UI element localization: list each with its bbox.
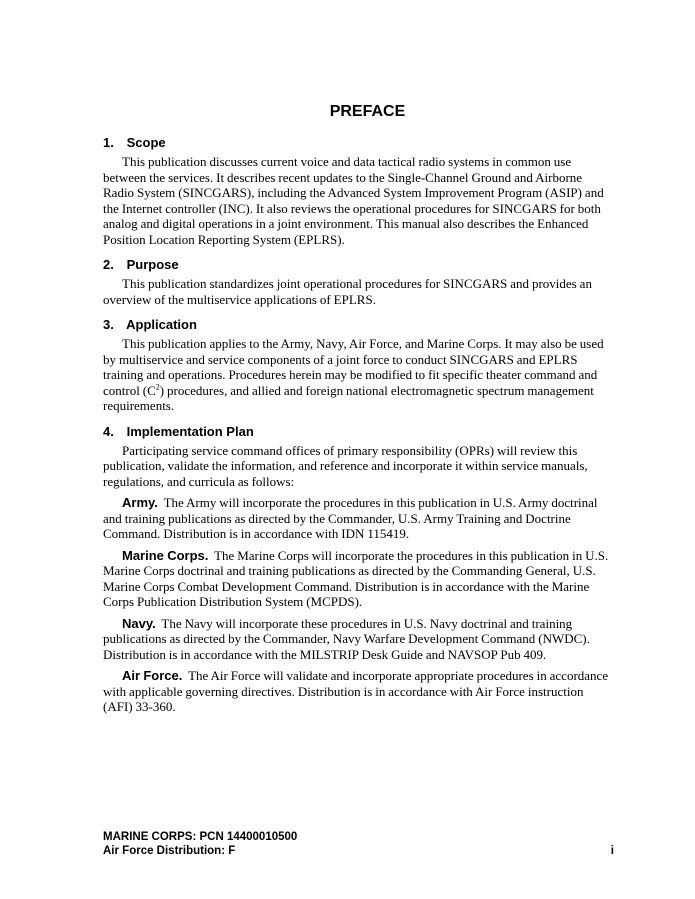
section-heading: 2. Purpose	[103, 257, 179, 272]
document-body	[103, 135, 613, 725]
section-heading: 3. Application	[103, 317, 197, 332]
section-application	[103, 317, 613, 414]
section-purpose	[103, 257, 613, 307]
section-heading: 4. Implementation Plan	[103, 423, 254, 439]
subsection-marine-corps: Marine Corps. The Marine Corps will incorporate the procedures in this publication in U.S. Marine Corps doctrinal and training publications as directed by the Commanding General, U.S. Marine Corps Combat Development Command. Distribution is in accordance with the Marine Corps Publication Distribution System (MCPDS).	[103, 547, 609, 609]
subsection-army: Army. The Army will incorporate the procedures in this publication in U.S. Army doctrinal and training publications as directed by the Commander, U.S. Army Training and Doctrine Command. Distribution is in accordance with IDN 115419.	[103, 495, 598, 541]
section-heading: 1. Scope	[103, 135, 166, 150]
footer-distribution: Air Force Distribution: F	[103, 844, 236, 857]
subsection-navy: Navy. The Navy will incorporate these procedures in U.S. Navy doctrinal and training publications as directed by the Commander, Navy Warfare Development Command (NWDC). Distribution is in accordance with the MILSTRIP Desk Guide and NAVSOP Pub 409.	[103, 615, 590, 662]
page-footer	[103, 831, 614, 858]
footer-pcn: MARINE CORPS: PCN 14400010500	[103, 831, 298, 843]
section-paragraph: This publication applies to the Army, Navy, Air Force, and Marine Corps. It may also be used by multiservice and service components of a joint force to conduct SINCGARS and EPLRS training and operations. Procedures herein may be modified to fit specific theater command and control $(C^2)$ procedures, and allied and foreign national electromagnetic spectrum management requirements.	[103, 336, 604, 413]
subsection-air-force: Air Force. The Air Force will validate and incorporate appropriate procedures in accordance with applicable governing directives. Distribution is in accordance with Air Force instruction (AFI) 33-360.	[103, 668, 609, 714]
subsection-lead: Army.	[122, 495, 158, 510]
section-scope	[103, 135, 613, 247]
subsection-lead: Navy.	[122, 615, 156, 631]
section-paragraph: This publication standardizes joint operational procedures for SINCGARS and provides an overview of the multiservice applications of EPLRS.	[103, 276, 592, 307]
section-paragraph: Participating service command offices of primary responsibility (OPRs) will review this publication, validate the information, and reference and incorporate it within service manuals, regulations, and curricula as follows:	[103, 442, 588, 489]
subsection-lead: Air Force.	[122, 668, 183, 683]
section-paragraph: This publication discusses current voice and data tactical radio systems in common use between the services. It describes recent updates to the Single-Channel Ground and Airborne Radio System (SINCGARS), including the Advanced System Improvement Program (ASIP) and the Internet controller (INC). It also reviews the operational procedures for SINCGARS for both analog and digital operations in a joint environment. This manual also describes the Enhanced Position Location Reporting System (EPLRS).	[103, 154, 604, 247]
superscript: 2	[155, 382, 160, 392]
page-title: PREFACE	[329, 103, 406, 120]
page-number: i	[610, 844, 614, 857]
section-implementation-plan	[103, 424, 613, 715]
subsection-lead: Marine Corps.	[122, 547, 209, 563]
